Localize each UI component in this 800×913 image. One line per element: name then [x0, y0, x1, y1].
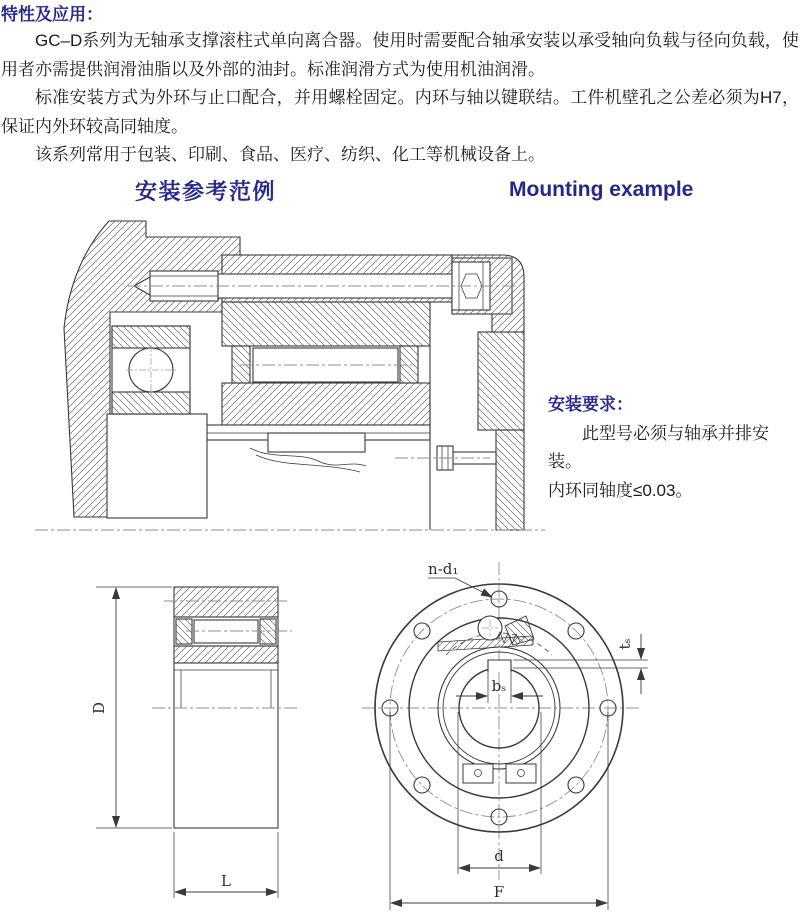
install-note: [548, 391, 798, 505]
install-note-title: 安装要求：: [548, 395, 633, 414]
roller-detail: [478, 616, 502, 640]
cage-block-left: [232, 346, 250, 383]
dimension-n-d1: [428, 560, 492, 597]
bolt-hole: [414, 777, 430, 793]
side-section-drawing: [85, 555, 320, 913]
flange-upper: [478, 332, 524, 430]
ball-bearing: [112, 326, 190, 414]
cage-block-right: [400, 346, 418, 383]
clutch-outer-ring: [222, 302, 430, 346]
shaft-hub: [107, 414, 207, 518]
flange-lower: [496, 430, 524, 530]
roller-section: [194, 620, 258, 643]
paragraph-applications: 该系列常用于包装、印刷、食品、医疗、纺织、化工等机械设备上。: [35, 145, 545, 165]
install-note-line1: 此型号必须与轴承并排安装。: [548, 423, 769, 471]
shaft-key: [268, 433, 365, 452]
label-d: d: [494, 847, 504, 865]
retainer-keys: [463, 764, 536, 783]
mounting-heading-en: Mounting example: [509, 178, 694, 201]
dimension-D: [90, 587, 172, 828]
hub-body: [174, 663, 278, 828]
inner-ring-section: [174, 646, 278, 663]
label-F: F: [493, 883, 505, 901]
paragraph-mounting-method: 标准安装方式为外环与止口配合，并用螺栓固定。内环与轴以键联结。工件机壁孔之公差必须为H7，保证内外环较高同轴度。: [1, 88, 799, 136]
bolt-hole: [568, 777, 584, 793]
mounting-heading-cn: 安装参考范例: [135, 179, 277, 204]
keyway: [488, 660, 511, 672]
front-view-drawing: [355, 545, 667, 913]
outer-ring-section: [174, 587, 278, 617]
install-note-line2: 内环同轴度≤0.03。: [548, 480, 693, 500]
label-t: tₛ: [616, 638, 634, 650]
paragraph-description: GC–D系列为无轴承支撑滚柱式单向离合器。使用时需要配合轴承安装以承受轴向负载与径向负载，使用者亦需提供润滑油脂以及外部的油封。标准润滑方式为使用机油润滑。: [1, 31, 799, 79]
features-section: [0, 2, 800, 170]
dimension-L: [174, 832, 278, 898]
label-D: D: [90, 701, 108, 715]
roller-mechanism-detail: [438, 616, 552, 655]
features-title: 特性及应用：: [1, 5, 103, 24]
label-L: L: [221, 872, 231, 890]
label-b: bₛ: [491, 677, 507, 695]
mounting-example-drawing: [30, 205, 620, 537]
label-n-d1: n-d₁: [428, 560, 459, 578]
clutch-inner-ring: [222, 383, 430, 425]
